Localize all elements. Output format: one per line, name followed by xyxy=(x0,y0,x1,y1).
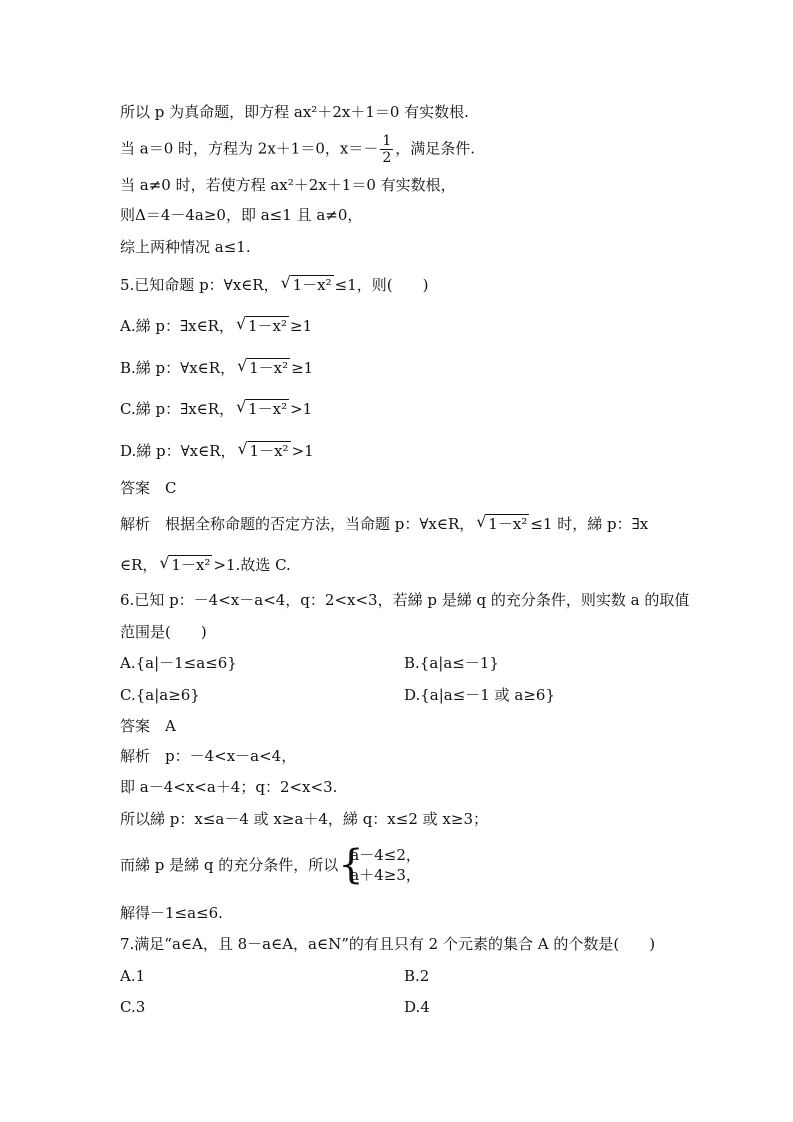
answer: 答案 C xyxy=(120,479,177,497)
question-5: 5.已知命题 p：∀x∈R， √ 1－x² ≤1，则( ) xyxy=(120,273,429,294)
sqrt-expression: √ 1－x² xyxy=(236,397,288,418)
text-line: 当 a≠0 时，若使方程 ax²＋2x＋1＝0 有实数根， xyxy=(120,176,456,194)
option-c: C.綈 p：∃x∈R， √ 1－x² >1 xyxy=(120,397,313,418)
text-line: 综上两种情况 a≤1. xyxy=(120,238,251,256)
option-c: C.3 xyxy=(120,998,146,1016)
option-a: A.{a|－1≤a≤6} xyxy=(120,654,237,672)
option-d: D.4 xyxy=(404,998,430,1016)
text-line: 当 a＝0 时，方程为 2x＋1＝0，x＝－ $\frac{1}{2}$ ，满足条件. xyxy=(120,133,476,166)
equation-system: { a－4≤2， a＋4≥3， xyxy=(338,842,421,888)
option-d: D.綈 p：∀x∈R， √ 1－x² >1 xyxy=(120,439,314,460)
option-a: A.1 xyxy=(120,967,146,985)
fraction: $\frac{1}{2}$ xyxy=(382,133,392,166)
explanation: 解析 p：－4<x－a<4， xyxy=(120,747,297,765)
explanation: ∈R， √ 1－x² >1.故选 C. xyxy=(120,553,291,574)
sqrt-expression: √ 1－x² xyxy=(280,273,332,294)
option-b: B.{a|a≤－1} xyxy=(404,654,499,672)
text-line: 则Δ＝4－4a≥0，即 a≤1 且 a≠0， xyxy=(120,206,363,224)
text-line: 所以 p 为真命题，即方程 ax²＋2x＋1＝0 有实数根. xyxy=(120,103,469,121)
option-d: D.{a|a≤－1 或 a≥6} xyxy=(404,686,555,704)
option-b: B.綈 p：∀x∈R， √ 1－x² ≥1 xyxy=(120,356,314,377)
question-6: 范围是( ) xyxy=(120,623,207,641)
explanation: 解得－1≤a≤6. xyxy=(120,904,223,922)
explanation: 而綈 p 是綈 q 的充分条件，所以 { a－4≤2， a＋4≥3， xyxy=(120,842,421,888)
explanation: 所以綈 p：x≤a－4 或 x≥a＋4，綈 q：x≤2 或 x≥3； xyxy=(120,810,488,828)
question-7: 7.满足“a∈A，且 8－a∈A，a∈N”的有且只有 2 个元素的集合 A 的个数是( ) xyxy=(120,935,656,953)
explanation: 即 a－4<x<a＋4；q：2<x<3. xyxy=(120,778,338,796)
sqrt-expression: √ 1－x² xyxy=(237,439,289,460)
option-b: B.2 xyxy=(404,967,430,985)
option-c: C.{a|a≥6} xyxy=(120,686,200,704)
option-a: A.綈 p：∃x∈R， √ 1－x² ≥1 xyxy=(120,314,313,335)
question-6: 6.已知 p：－4<x－a<4，q：2<x<3，若綈 p 是綈 q 的充分条件，则实数 a 的取值 xyxy=(120,591,690,609)
explanation: 解析 根据全称命题的否定方法，当命题 p：∀x∈R， √ 1－x² ≤1 时，綈 p：∃x xyxy=(120,512,649,533)
sqrt-expression: √ 1－x² xyxy=(476,512,528,533)
sqrt-expression: √ 1－x² xyxy=(159,553,211,574)
answer: 答案 A xyxy=(120,717,176,735)
sqrt-expression: √ 1－x² xyxy=(235,314,287,335)
sqrt-expression: √ 1－x² xyxy=(237,356,289,377)
